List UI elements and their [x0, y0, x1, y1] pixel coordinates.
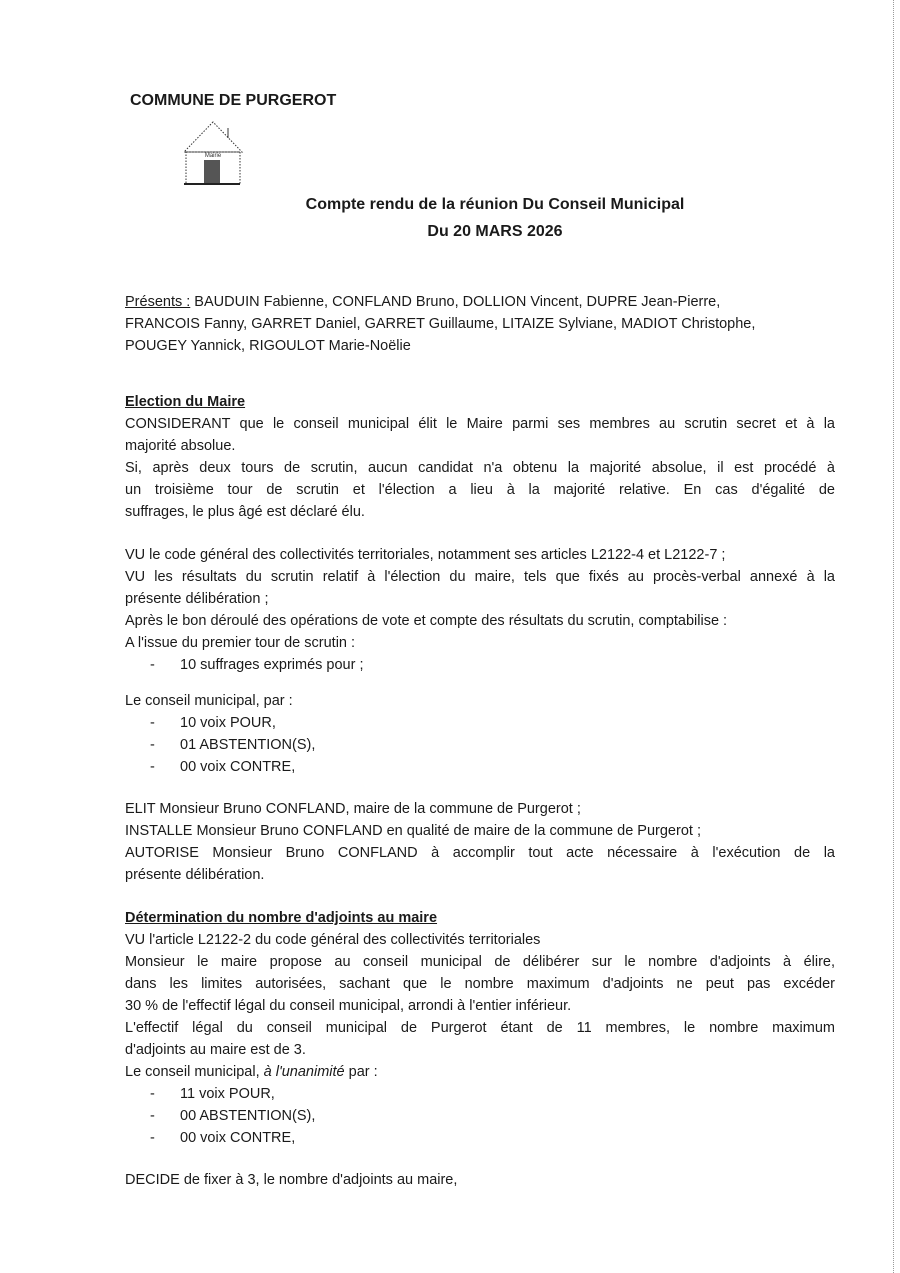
- text-line: VU les résultats du scrutin relatif à l'élection du maire, tels que fixés au procès-verbal annexé à la: [125, 569, 835, 585]
- text-line: Après le bon déroulé des opérations de vote et compte des résultats du scrutin, comptabilise :: [125, 613, 728, 629]
- text-line: présente délibération ;: [125, 591, 269, 607]
- text-line: DECIDE de fixer à 3, le nombre d'adjoints au maire,: [125, 1172, 458, 1188]
- text-line: VU le code général des collectivités territoriales, notamment ses articles L2122-4 et L2122-7 ;: [125, 547, 726, 563]
- text-line: présente délibération.: [125, 867, 265, 883]
- text-line: Le conseil municipal, par :: [125, 693, 293, 709]
- town-hall-house-icon: [182, 120, 244, 190]
- text-line: AUTORISE Monsieur Bruno CONFLAND à accomplir tout acte nécessaire à l'exécution de la: [125, 845, 835, 861]
- text-line: Si, après deux tours de scrutin, aucun candidat n'a obtenu la majorité absolue, il est procédé à: [125, 460, 835, 476]
- commune-name: COMMUNE DE PURGEROT: [130, 92, 337, 109]
- list-item: - 10 suffrages exprimés pour ;: [150, 657, 364, 673]
- text-line: d'adjoints au maire est de 3.: [125, 1042, 306, 1058]
- presents-label: Présents :: [125, 294, 191, 310]
- list-item: - 00 ABSTENTION(S),: [150, 1108, 316, 1124]
- text-line: un troisième tour de scrutin et l'élection a lieu à la majorité relative. En cas d'égalité de: [125, 482, 835, 498]
- list-item: - 10 voix POUR,: [150, 715, 276, 731]
- presents-line: POUGEY Yannick, RIGOULOT Marie-Noëlie: [125, 338, 411, 354]
- text-line: L'effectif légal du conseil municipal de Purgerot étant de 11 membres, le nombre maximum: [125, 1020, 835, 1036]
- text-line: dans les limites autorisées, sachant que le nombre maximum d'adjoints ne peut pas excéder: [125, 976, 835, 992]
- text-line: Monsieur le maire propose au conseil municipal de délibérer sur le nombre d'adjoints à élire,: [125, 954, 835, 970]
- presents-line: FRANCOIS Fanny, GARRET Daniel, GARRET Guillaume, LITAIZE Sylviane, MADIOT Christophe,: [125, 316, 756, 332]
- svg-text:Mairie: Mairie: [204, 153, 222, 159]
- text-line: suffrages, le plus âgé est déclaré élu.: [125, 504, 365, 520]
- text-line: Le conseil municipal, à l'unanimité par :: [125, 1064, 378, 1080]
- list-item: - 00 voix CONTRE,: [150, 759, 296, 775]
- text-line: ELIT Monsieur Bruno CONFLAND, maire de la commune de Purgerot ;: [125, 801, 581, 817]
- text-line: majorité absolue.: [125, 438, 236, 454]
- list-item: - 11 voix POUR,: [150, 1086, 275, 1102]
- text-line: 30 % de l'effectif légal du conseil municipal, arrondi à l'entier inférieur.: [125, 998, 572, 1014]
- text-line: A l'issue du premier tour de scrutin :: [125, 635, 356, 651]
- section-heading-adjoints: Détermination du nombre d'adjoints au maire: [125, 910, 438, 926]
- section-heading-election: Election du Maire: [125, 394, 246, 410]
- scan-edge-line: [893, 0, 894, 1273]
- meeting-date: Du 20 MARS 2026: [427, 223, 563, 240]
- list-item: - 01 ABSTENTION(S),: [150, 737, 316, 753]
- list-item: - 00 voix CONTRE,: [150, 1130, 296, 1146]
- text-line: CONSIDERANT que le conseil municipal élit le Maire parmi ses membres au scrutin secret et à la: [125, 416, 835, 432]
- presents-line: Présents : BAUDUIN Fabienne, CONFLAND Bruno, DOLLION Vincent, DUPRE Jean-Pierre,: [125, 294, 721, 310]
- text-line: VU l'article L2122-2 du code général des collectivités territoriales: [125, 932, 541, 948]
- page-title: Compte rendu de la réunion Du Conseil Municipal: [305, 196, 685, 213]
- text-line: INSTALLE Monsieur Bruno CONFLAND en qualité de maire de la commune de Purgerot ;: [125, 823, 701, 839]
